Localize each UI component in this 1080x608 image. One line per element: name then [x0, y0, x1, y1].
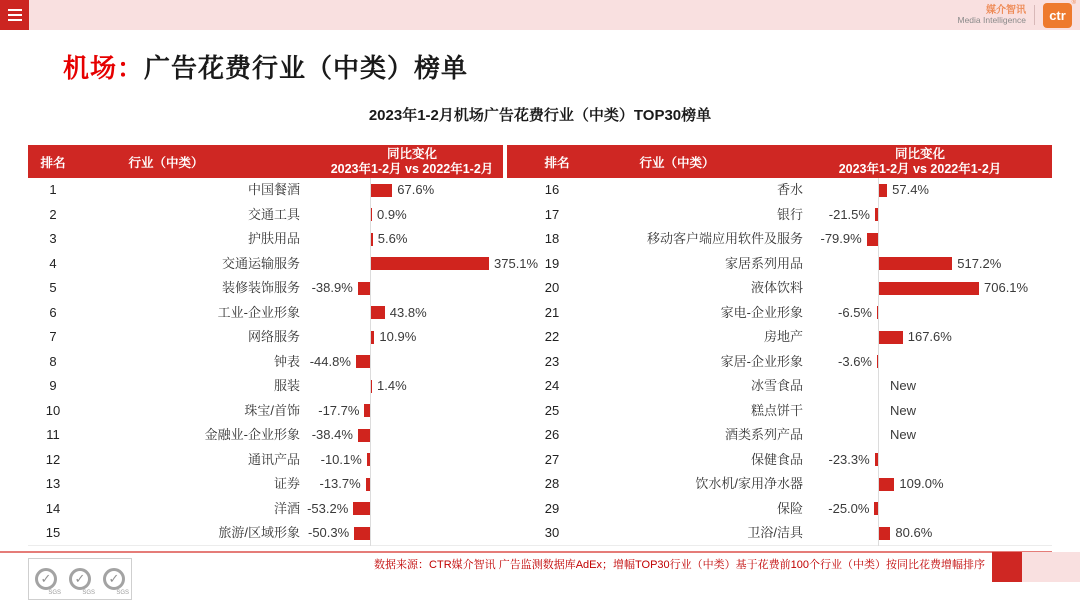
- industry-label: 护肤用品: [247, 231, 300, 247]
- rank-cell: 6: [49, 304, 57, 320]
- page-title: [63, 48, 468, 85]
- value-bar: [879, 478, 894, 491]
- table-row: [28, 374, 540, 399]
- industry-label: 网络服务: [247, 329, 300, 345]
- rank-cell: 1: [49, 182, 57, 197]
- brand-logo: [957, 0, 1076, 30]
- value-bar: [354, 527, 370, 540]
- rank-cell: 30: [544, 525, 560, 541]
- value-bar: [877, 306, 878, 319]
- rank-cell: 15: [45, 525, 61, 541]
- rank-cell: 23: [544, 353, 560, 369]
- value-bar: [874, 502, 878, 515]
- rank-cell: 26: [544, 427, 560, 443]
- industry-label: 工业-企业形象: [217, 304, 300, 320]
- rank-cell: 17: [544, 206, 560, 222]
- value-label: -23.3%: [828, 451, 870, 467]
- value-bar: [875, 453, 878, 466]
- header-change: [312, 145, 512, 178]
- industry-label: 证券: [273, 476, 300, 492]
- rank-cell: 12: [45, 451, 61, 467]
- table-row: [28, 178, 540, 203]
- value-label: 706.1%: [984, 280, 1029, 296]
- industry-label: 冰雪食品: [750, 378, 803, 394]
- table-row: [507, 203, 1052, 228]
- footer-page-marker: [992, 552, 1022, 582]
- sgs-certification-logos: [28, 558, 132, 600]
- value-bar: [867, 233, 878, 246]
- value-label: -10.1%: [320, 451, 362, 467]
- registered-mark: ®: [1071, 0, 1076, 6]
- rank-cell: 7: [49, 329, 57, 345]
- value-label: 10.9%: [379, 329, 417, 345]
- value-bar: [877, 355, 878, 368]
- value-label: -44.8%: [309, 353, 351, 369]
- value-bar: [371, 306, 385, 319]
- industry-label: 珠宝/首饰: [244, 402, 300, 418]
- value-label: 80.6%: [895, 525, 933, 541]
- top-banner: [0, 0, 1080, 30]
- table-header-left: [28, 145, 503, 178]
- ctr-logo-icon: ctr ®: [1043, 3, 1072, 28]
- table-row: [28, 423, 540, 448]
- industry-label: 保险: [776, 500, 803, 516]
- table-row: [507, 178, 1052, 203]
- industry-label: 服装: [273, 378, 300, 394]
- value-label: 167.6%: [907, 329, 952, 345]
- value-bar: [371, 257, 489, 270]
- industry-label: 家电-企业形象: [720, 304, 803, 320]
- table-row: [28, 203, 540, 228]
- value-label: New: [890, 402, 917, 418]
- value-bar: [879, 282, 979, 295]
- rank-cell: 28: [544, 476, 560, 492]
- page-title-prefix: 机场：: [63, 53, 145, 83]
- value-label: 0.9%: [377, 206, 407, 222]
- rank-cell: 9: [49, 378, 57, 394]
- table-row: [507, 497, 1052, 522]
- header-industry: 行业（中类）: [639, 155, 715, 170]
- table-row: [28, 399, 540, 424]
- rank-cell: 18: [544, 231, 560, 247]
- industry-label: 洋酒: [273, 500, 300, 516]
- value-label: -53.2%: [307, 500, 349, 516]
- value-label: -25.0%: [828, 500, 870, 516]
- industry-label: 家居-企业形象: [720, 353, 803, 369]
- value-bar: [371, 184, 392, 197]
- footer-page-marker-track: [1022, 552, 1080, 582]
- value-bar: [353, 502, 370, 515]
- table-row: [28, 276, 540, 301]
- value-label: -79.9%: [820, 231, 862, 247]
- table-row: [28, 227, 540, 252]
- data-source-note: 数据来源：CTR媒介智讯 广告监测数据库AdEx；增幅TOP30行业（中类）基于花费前100个行业（中类）按同比花费增幅排序: [374, 559, 985, 571]
- value-label: 109.0%: [899, 476, 944, 492]
- rank-cell: 4: [49, 255, 57, 271]
- industry-label: 香水: [776, 182, 803, 197]
- industry-label: 卫浴/洁具: [747, 525, 803, 541]
- value-bar: [371, 380, 372, 393]
- sgs-stamp-icon: ✓ SGS: [64, 561, 96, 597]
- value-label: -21.5%: [828, 206, 870, 222]
- rank-cell: 21: [544, 304, 560, 320]
- value-label: -13.7%: [319, 476, 361, 492]
- value-label: New: [890, 378, 917, 394]
- value-bar: [364, 404, 370, 417]
- value-bar: [879, 527, 890, 540]
- industry-label: 金融业-企业形象: [204, 427, 300, 443]
- value-bar: [366, 478, 370, 491]
- page-title-rest: 广告花费行业（中类）榜单: [144, 53, 469, 83]
- industry-label: 中国餐酒: [247, 182, 300, 197]
- table-row: [28, 497, 540, 522]
- industry-label: 交通工具: [247, 206, 300, 222]
- table-row: [507, 399, 1052, 424]
- industry-label: 液体饮料: [750, 280, 803, 296]
- value-label: -38.9%: [311, 280, 353, 296]
- rank-cell: 16: [544, 182, 560, 197]
- hamburger-menu-icon[interactable]: [0, 0, 29, 30]
- rank-cell: 11: [46, 427, 60, 443]
- value-label: -50.3%: [307, 525, 350, 541]
- industry-label: 保健食品: [750, 451, 803, 467]
- rank-cell: 14: [45, 500, 61, 516]
- header-change: [820, 145, 1020, 178]
- table-row: [507, 301, 1052, 326]
- table-row: [28, 521, 540, 546]
- rank-cell: 22: [544, 329, 560, 345]
- value-bar: [875, 208, 878, 221]
- rank-cell: 10: [45, 402, 61, 418]
- header-rank: 排名: [40, 155, 66, 170]
- value-label: 375.1%: [494, 255, 539, 271]
- table-row: [507, 350, 1052, 375]
- value-label: New: [890, 427, 917, 443]
- value-label: 1.4%: [377, 378, 407, 394]
- table-row: [507, 521, 1052, 546]
- industry-label: 钟表: [273, 353, 300, 369]
- table-row: [28, 301, 540, 326]
- table-row: [507, 472, 1052, 497]
- industry-label: 装修装饰服务: [221, 280, 300, 296]
- rank-cell: 24: [544, 378, 560, 394]
- value-label: -38.4%: [311, 427, 353, 443]
- sgs-stamp-icon: ✓ SGS: [30, 561, 62, 597]
- industry-label: 家居系列用品: [724, 255, 803, 271]
- rank-cell: 8: [49, 353, 57, 369]
- table-row: [507, 252, 1052, 277]
- rank-cell: 3: [49, 231, 57, 247]
- value-bar: [367, 453, 370, 466]
- rank-cell: 27: [544, 451, 560, 467]
- header-change-line2: 2023年1-2月 vs 2022年1-2月: [330, 161, 494, 176]
- value-label: 67.6%: [397, 182, 435, 197]
- industry-label: 移动客户端应用软件及服务: [646, 231, 803, 247]
- rank-cell: 20: [544, 280, 560, 296]
- industry-label: 旅游/区域形象: [218, 525, 300, 541]
- industry-label: 饮水机/家用净水器: [695, 476, 803, 492]
- value-bar: [371, 208, 372, 221]
- value-bar: [356, 355, 370, 368]
- header-change-line2: 2023年1-2月 vs 2022年1-2月: [838, 161, 1002, 176]
- value-label: 517.2%: [957, 255, 1002, 271]
- table-row: [28, 448, 540, 473]
- rank-cell: 2: [49, 206, 57, 222]
- table-row: [507, 227, 1052, 252]
- rank-cell: 19: [544, 255, 560, 271]
- value-bar: [371, 331, 374, 344]
- value-label: -3.6%: [838, 353, 872, 369]
- value-bar: [879, 184, 887, 197]
- table-row: [28, 252, 540, 277]
- table-row: [28, 472, 540, 497]
- header-change-line1: 同比变化: [386, 146, 437, 161]
- industry-label: 银行: [776, 206, 803, 222]
- rank-chart-left: [28, 178, 540, 546]
- rank-cell: 29: [544, 500, 560, 516]
- table-row: [507, 423, 1052, 448]
- industry-label: 房地产: [763, 329, 803, 345]
- value-bar: [358, 282, 370, 295]
- chart-title: 2023年1-2月机场广告花费行业（中类）TOP30榜单: [368, 107, 712, 124]
- sgs-stamp-icon: ✓ SGS: [98, 561, 130, 597]
- brand-name-cn: 媒介智讯: [986, 4, 1026, 16]
- industry-label: 通讯产品: [247, 451, 300, 467]
- brand-divider: [1034, 5, 1035, 25]
- value-bar: [358, 429, 370, 442]
- rank-chart-right: [507, 178, 1052, 546]
- footer-divider: [0, 551, 1052, 553]
- table-row: [28, 325, 540, 350]
- value-label: 5.6%: [377, 231, 408, 247]
- rank-cell: 13: [45, 476, 61, 492]
- value-label: -17.7%: [318, 402, 360, 418]
- value-bar: [371, 233, 373, 246]
- table-row: [507, 374, 1052, 399]
- industry-label: 交通运输服务: [221, 255, 300, 271]
- value-label: 57.4%: [892, 182, 929, 197]
- value-label: 43.8%: [389, 304, 427, 320]
- header-rank: 排名: [544, 155, 570, 170]
- table-row: [507, 325, 1052, 350]
- industry-label: 糕点饼干: [750, 402, 803, 418]
- value-bar: [879, 331, 903, 344]
- table-row: [507, 276, 1052, 301]
- brand-name-en: Media Intelligence: [957, 14, 1026, 25]
- table-header-right: [507, 145, 1052, 178]
- table-row: [507, 448, 1052, 473]
- industry-label: 酒类系列产品: [724, 427, 803, 443]
- header-industry: 行业（中类）: [128, 155, 204, 170]
- header-change-line1: 同比变化: [894, 146, 945, 161]
- rank-cell: 25: [544, 402, 560, 418]
- value-bar: [879, 257, 952, 270]
- value-label: -6.5%: [838, 304, 872, 320]
- rank-cell: 5: [49, 280, 57, 296]
- table-row: [28, 350, 540, 375]
